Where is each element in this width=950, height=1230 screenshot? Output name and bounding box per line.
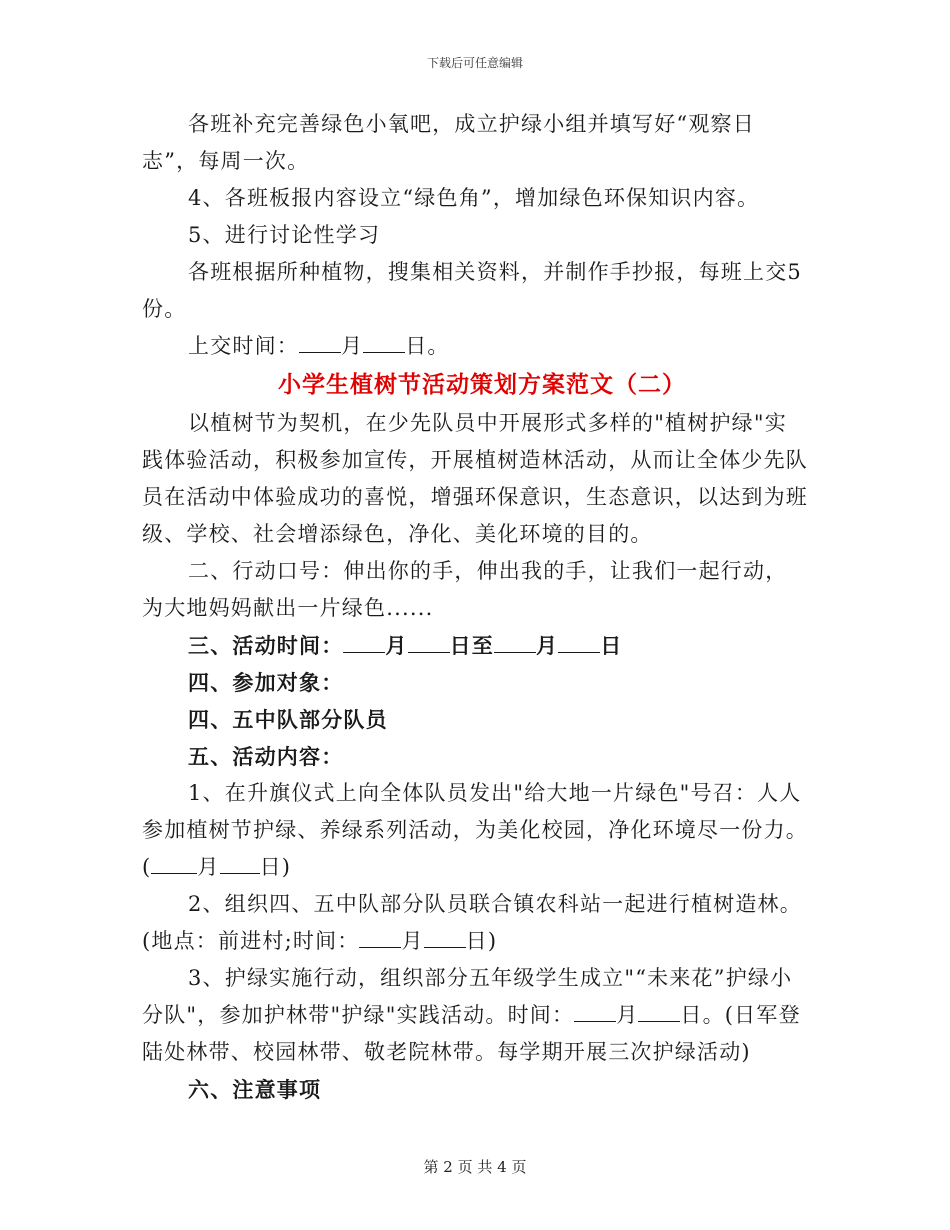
blank-line [359,925,401,948]
page-footer: 第 2 页 共 4 页 [423,1158,527,1176]
blank-line [494,630,536,653]
paragraph-handwritten-newspaper: 各班根据所种植物，搜集相关资料，并制作手抄报，每班上交5份。 [142,260,802,321]
text-day-to: 日至 [449,633,495,658]
text-month: 月 [385,633,408,658]
text-month: 月 [616,1003,639,1027]
paragraph-content-3 [142,960,808,1071]
paragraph-intro: 以植树节为契机，在少先队员中开展形式多样的"植树护绿"实践体验活动，积极参加宣传，开展植树造林活动，从而让全体少先队员在活动中体验成功的喜悦，增强环保意识，生态意识，以达到为班级、学校、社会增添绿色，净化、美化环境的目的。 [142,411,808,546]
paragraph-item-4: 4、各班板报内容设立“绿色角”，增加绿色环保知识内容。 [188,186,760,210]
blank-line [343,630,385,653]
text-content-3: 3、护绿实施行动，组织部分五年级学生成立"“未来花”护绿小分队"，参加护林带"护绿"实践活动。时间： [142,966,793,1027]
blank-line [220,851,260,874]
blank-line [574,999,616,1022]
paragraph-slogan: 二、行动口号：伸出你的手，伸出我的手，让我们一起行动，为大地妈妈献出一片绿色...... [142,559,788,620]
text-day: 日) [259,855,292,879]
text-content-2: 2、组织四、五中队部分队员联合镇农科站一起进行植树造林。(地点：前进村;时间： [142,892,802,953]
heading-notes: 六、注意事项 [188,1077,322,1102]
text-day-and-locations: 日。(日军登陆处林带、校园林带、敬老院林带。每学期开展三次护绿活动) [142,1003,801,1064]
heading-squad-members: 四、五中队部分队员 [188,707,388,732]
paragraph-green-oxygen-bar: 各班补充完善绿色小氧吧，成立护绿小组并填写好“观察日志”，每周一次。 [142,112,755,173]
blank-line [363,330,405,353]
text-day: 日 [600,633,623,658]
paragraph-submission-time [142,328,808,365]
blank-line [151,851,179,874]
heading-participants: 四、参加对象： [188,670,344,695]
text-content-1: 1、在升旗仪式上向全体队员发出"给大地一片绿色"号召：人人参加植树节护绿、养绿系列活动，为美化校园，净化环境尽一份力。( [142,781,808,879]
text-day: 日) [465,929,498,953]
text-month: 月 [341,334,364,358]
page-header: 下载后可任意编辑 [426,56,523,70]
text-month: 月 [536,633,559,658]
blank-line [638,999,680,1022]
blank-line [408,630,450,653]
heading-activity-time [142,627,808,664]
label-submit-time: 上交时间： [188,334,299,358]
blank-line [179,851,197,874]
blank-line [299,330,341,353]
section-title: 小学生植树节活动策划方案范文（二） [278,371,686,398]
blank-line [558,630,600,653]
heading-activity-content: 五、活动内容： [188,744,344,769]
blank-line [424,925,466,948]
document-body [142,106,808,1108]
text-month: 月 [197,855,220,879]
text-day: 日。 [405,334,450,358]
text-month: 月 [401,929,424,953]
paragraph-content-1 [142,775,808,886]
paragraph-item-5: 5、进行讨论性学习 [188,223,381,247]
paragraph-content-2 [142,886,808,960]
label-activity-time: 三、活动时间： [188,633,344,658]
